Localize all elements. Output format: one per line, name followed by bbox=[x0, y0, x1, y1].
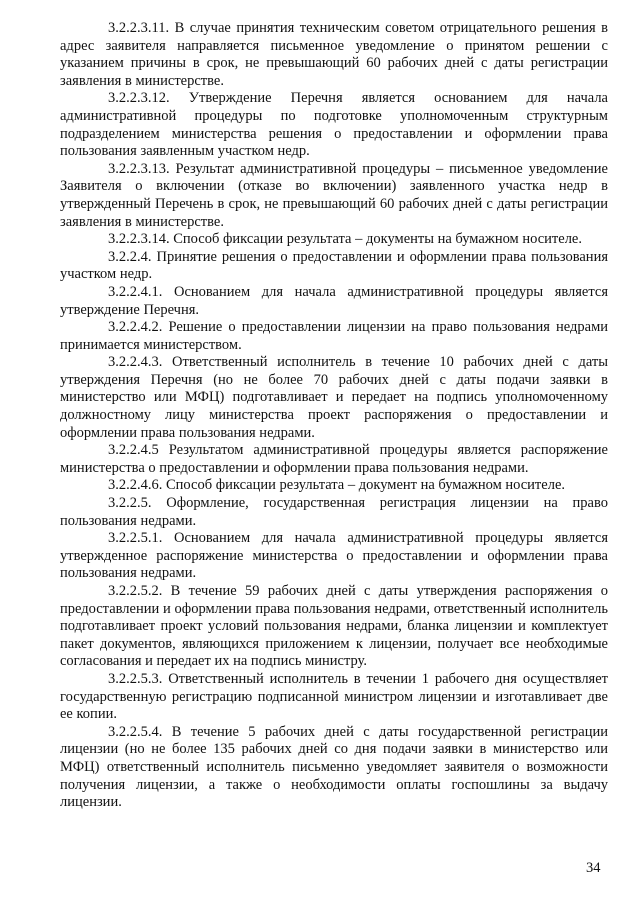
paragraph-3-2-2-4-1: 3.2.2.4.1. Основанием для начала административной процедуры является утверждение Перечня. bbox=[60, 283, 608, 318]
paragraph-3-2-2-5: 3.2.2.5. Оформление, государственная регистрация лицензии на право пользования недрами. bbox=[60, 495, 608, 529]
paragraph-3-2-2-5-3: 3.2.2.5.3. Ответственный исполнитель в течении 1 рабочего дня осуществляет государственную регистрацию подписанной министром лицензии и изготавливает две ее копии. bbox=[60, 670, 608, 723]
paragraph-3-2-2-4-5: 3.2.2.4.5 Результатом административной процедуры является распоряжение министерства о предоставлении и оформлении права пользования недрами. bbox=[60, 442, 608, 476]
paragraph-3-2-2-4: 3.2.2.4. Принятие решения о предоставлении и оформлении права пользования участком недр. bbox=[60, 248, 608, 283]
paragraph-3-2-2-3-13: 3.2.2.3.13. Результат административной процедуры – письменное уведомление Заявителя о включении (отказе во включении) заявленного участка недр в утвержденный Перечень в срок, не превышающий 60 рабочих дней с даты регистрации заявления в министерстве. bbox=[60, 160, 608, 230]
paragraph-3-2-2-3-11: 3.2.2.3.11. В случае принятия техническим советом отрицательного решения в адрес заявителя направляется письменное уведомление о принятом решении с указанием причины в срок, не превышающий 60 рабочих дней с даты регистрации заявления в министерстве. bbox=[60, 20, 608, 89]
document-body bbox=[60, 20, 608, 812]
paragraph-3-2-2-5-1: 3.2.2.5.1. Основанием для начала административной процедуры является утвержденное распоряжение министерства о предоставлении и оформлении права пользования недрами. bbox=[60, 530, 608, 582]
paragraph-3-2-2-4-6: 3.2.2.4.6. Способ фиксации результата – документ на бумажном носителе. bbox=[108, 477, 566, 494]
paragraph-3-2-2-4-2: 3.2.2.4.2. Решение о предоставлении лицензии на право пользования недрами принимается министерством. bbox=[60, 319, 608, 353]
paragraph-3-2-2-5-2: 3.2.2.5.2. В течение 59 рабочих дней с даты утверждения распоряжения о предоставлении и оформлении права пользования недрами, ответственный исполнитель подготавливает проект условий пользования недрами, бланка лицензии и комплектует пакет документов, являющихся приложением к лицензии, получает все необходимые согласования и передает их на подпись министру. bbox=[60, 583, 608, 670]
page-number: 34 bbox=[586, 860, 601, 876]
paragraph-3-2-2-3-12: 3.2.2.3.12. Утверждение Перечня является основанием для начала административной процедуры по подготовке уполномоченным структурным подразделением министерства решения о предоставлении и оформлении права пользования заявленным участком недр. bbox=[60, 90, 608, 160]
paragraph-3-2-2-3-14: 3.2.2.3.14. Способ фиксации результата – документы на бумажном носителе. bbox=[108, 231, 582, 248]
paragraph-3-2-2-4-3: 3.2.2.4.3. Ответственный исполнитель в течение 10 рабочих дней с даты утверждения Перечня (но не более 70 рабочих дней с даты подачи заявки в министерство или МФЦ) подготавливает и передает на подпись уполномоченному должностному лицу министерства проект распоряжения о предоставлении и оформлении права пользования недрами. bbox=[60, 354, 608, 441]
paragraph-3-2-2-5-4: 3.2.2.5.4. В течение 5 рабочих дней с даты государственной регистрации лицензии (но не более 135 рабочих дней со дня подачи заявки в министерство или МФЦ) ответственный исполнитель письменно уведомляет заявителя о возможности получения лицензии, а также о необходимости оплаты госпошлины за выдачу лицензии. bbox=[60, 723, 608, 811]
